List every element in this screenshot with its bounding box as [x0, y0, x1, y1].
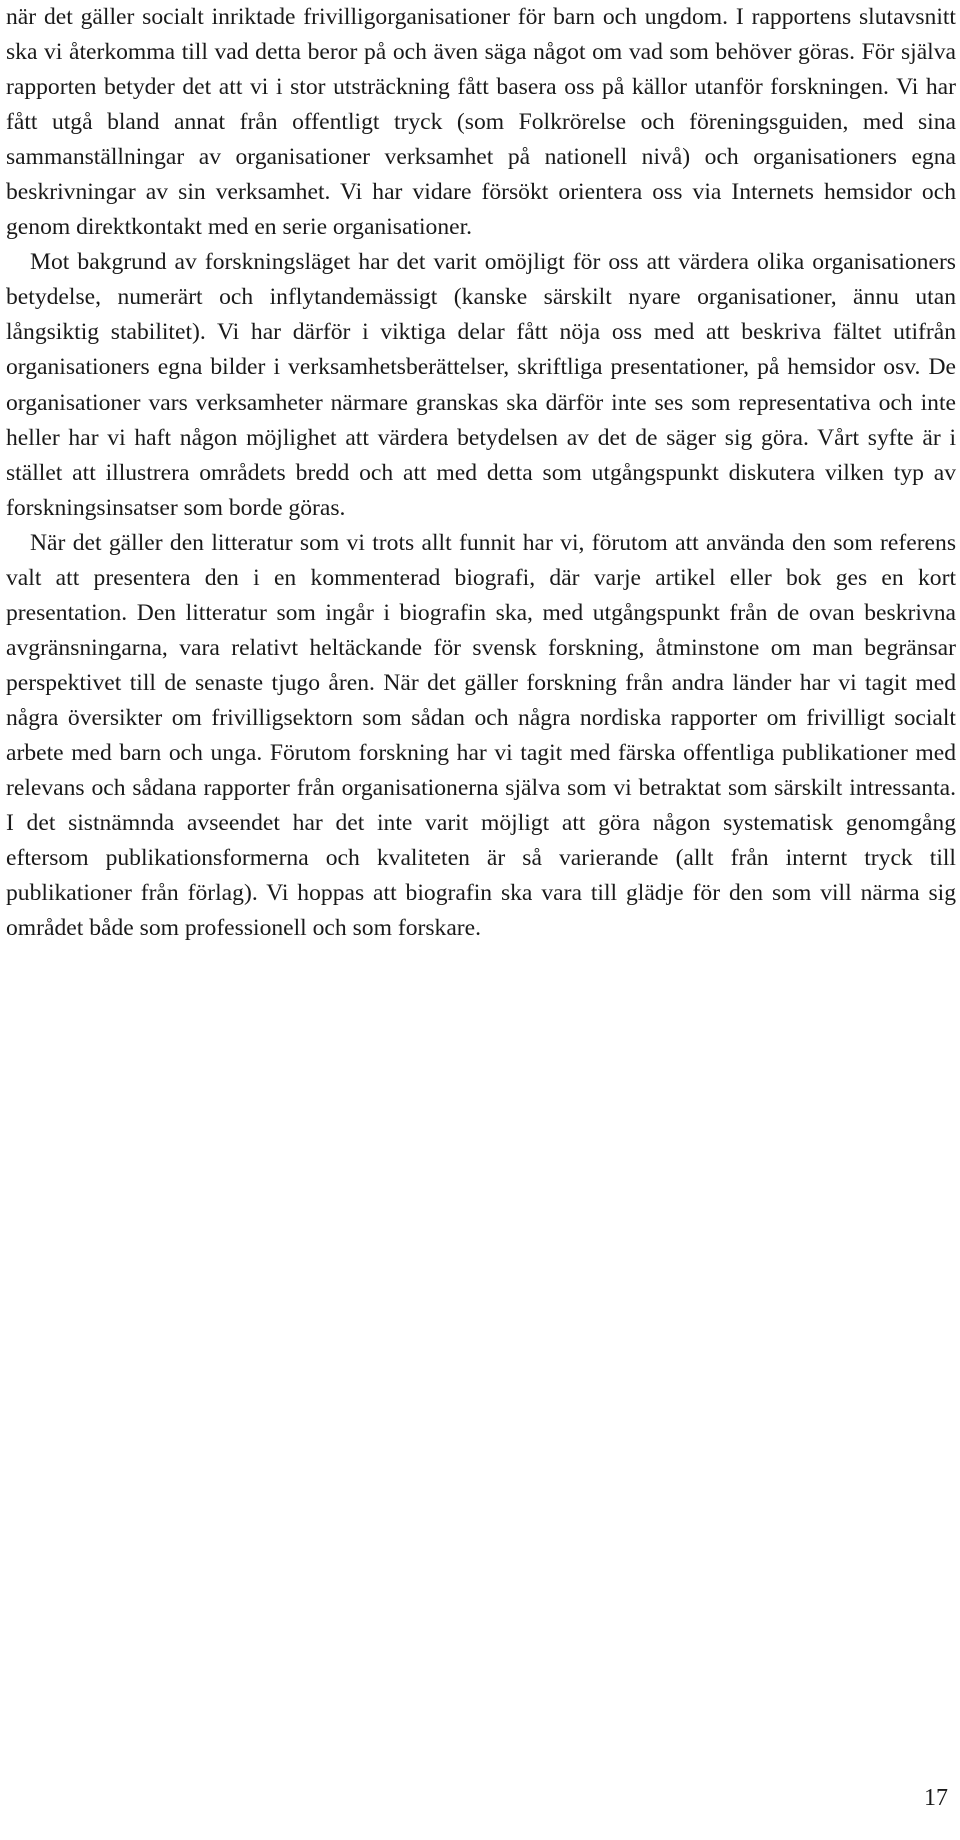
body-text — [6, 0, 956, 946]
page-number: 17 — [924, 1785, 948, 1811]
paragraph-2: Mot bakgrund av forskningsläget har det varit omöjligt för oss att värdera olika organisationers betydelse, numerärt och inflytandemässigt (kanske särskilt nyare organisationer, ännu utan långsiktig stabilitet). Vi har därför i viktiga delar fått nöja oss med att beskriva fältet utifrån organisationers egna bilder i verksamhetsberättelser, skriftliga presentationer, på hemsidor osv. De organisationer vars verksamheter närmare granskas ska därför inte ses som representativa och inte heller har vi haft någon möjlighet att värdera betydelsen av det de säger sig göra. Vårt syfte är i stället att illustrera områdets bredd och att med detta som utgångspunkt diskutera vilken typ av forskningsinsatser som borde göras. — [6, 249, 956, 521]
paragraph-1: när det gäller socialt inriktade frivilligorganisationer för barn och ungdom. I rapportens slutavsnitt ska vi återkomma till vad detta beror på och även säga något om vad som behöver göras. För själva rapporten betyder det att vi i stor utsträckning fått basera oss på källor utanför forskningen. Vi har fått utgå bland annat från offentligt tryck (som Folkrörelse och föreningsguiden, med sina sammanställningar av organisationer verksamhet på nationell nivå) och organisationers egna beskrivningar av sin verksamhet. Vi har vidare försökt orientera oss via Internets hemsidor och genom direktkontakt med en serie organisationer. — [6, 4, 956, 241]
paragraph-3: När det gäller den litteratur som vi trots allt funnit har vi, förutom att använda den som referens valt att presentera den i en kommenterad biografi, där varje artikel eller bok ges en kort presentation. Den litteratur som ingår i biografin ska, med utgångspunkt från de ovan beskrivna avgränsningarna, vara relativt heltäckande för svensk forskning, åtminstone om man begränsar perspektivet till de senaste tjugo åren. När det gäller forskning från andra länder har vi tagit med några översikter om frivilligsektorn som sådan och några nordiska rapporter om frivilligt socialt arbete med barn och unga. Förutom forskning har vi tagit med färska offentliga publikationer med relevans och sådana rapporter från organisationerna själva som vi betraktat som särskilt intressanta. I det sistnämnda avseendet har det inte varit möjligt att göra någon systematisk genomgång eftersom publikationsformerna och kvaliteten är så varierande (allt från internt tryck till publikationer från förlag). Vi hoppas att biografin ska vara till glädje för den som vill närma sig området både som professionell och som forskare. — [6, 529, 956, 942]
